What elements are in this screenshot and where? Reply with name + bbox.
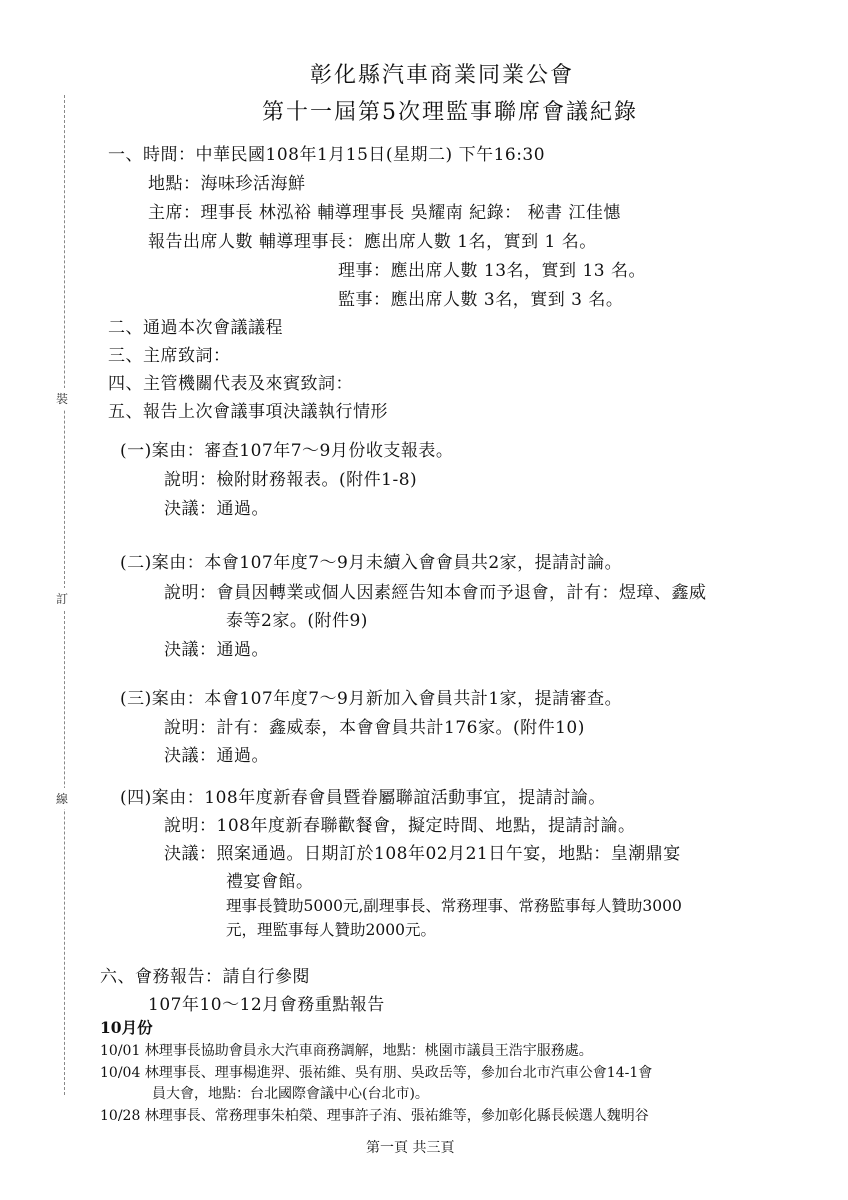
attendance-directors: 理事：應出席人數 13名，實到 13 名。 [338, 261, 646, 281]
binding-mark-1: 裝 [56, 388, 68, 409]
attendance-advisor: 報告出席人數 輔導理事長：應出席人數 1名，實到 1 名。 [148, 232, 597, 252]
case1-resolution: 決議：通過。 [164, 499, 269, 519]
case3-explain: 說明：計有：鑫威泰，本會會員共計176家。(附件10) [164, 718, 585, 738]
org-title: 彰化縣汽車商業同業公會 [310, 63, 575, 88]
case4-reason: (四)案由：108年度新春會員暨眷屬聯誼活動事宜，提請討論。 [120, 788, 606, 808]
meeting-place: 地點：海味珍活海鮮 [148, 174, 306, 194]
case3-resolution: 決議：通過。 [164, 746, 269, 766]
case4-resolution-line3: 理事長贊助5000元,副理事長、常務理事、常務監事每人贊助3000 [226, 897, 682, 915]
section6-subtitle: 107年10～12月會務重點報告 [148, 995, 385, 1015]
case4-resolution-line4: 元，理監事每人贊助2000元。 [226, 921, 436, 939]
item-previous-report: 五、報告上次會議事項決議執行情形 [108, 402, 388, 422]
case2-explain-line2: 泰等2家。(附件9) [226, 611, 368, 631]
meeting-title: 第十一屆第5次理監事聯席會議紀錄 [262, 100, 638, 125]
case4-explain: 說明：108年度新春聯歡餐會，擬定時間、地點，提請討論。 [164, 816, 636, 836]
attendance-supervisors: 監事：應出席人數 3名，實到 3 名。 [338, 290, 624, 310]
report-entry: 10/01 林理事長協助會員永大汽車商務調解，地點：桃園市議員王浩宇服務處。 [100, 1043, 593, 1059]
case1-explain: 說明：檢附財務報表。(附件1-8) [164, 470, 418, 490]
case1-reason: (一)案由：審查107年7～9月份收支報表。 [120, 441, 454, 461]
case2-reason: (二)案由：本會107年度7～9月未續入會會員共2家，提請討論。 [120, 553, 623, 573]
case4-resolution-line2: 禮宴會館。 [226, 872, 314, 892]
item-chair-speech: 三、主席致詞： [108, 346, 231, 366]
month-heading: 10月份 [100, 1018, 153, 1037]
report-entry: 10/04 林理事長、理事楊進羿、張祐維、吳有朋、吳政岳等，參加台北市汽車公會14-1會 [100, 1065, 653, 1081]
report-entry: 10/28 林理事長、常務理事朱柏榮、理事許子洧、張祐維等，參加彰化縣長候選人魏明谷 [100, 1108, 649, 1124]
page-number: 第一頁 共三頁 [366, 1140, 455, 1156]
meeting-time: 一、時間：中華民國108年1月15日(星期二) 下午16:30 [108, 145, 546, 165]
item-guest-speech: 四、主管機關代表及來賓致詞： [108, 374, 353, 394]
case3-reason: (三)案由：本會107年度7～9月新加入會員共計1家，提請審查。 [120, 689, 623, 709]
case2-resolution: 決議：通過。 [164, 640, 269, 660]
case4-resolution-line1: 決議：照案通過。日期訂於108年02月21日午宴，地點：皇潮鼎宴 [164, 844, 681, 864]
case2-explain-line1: 說明：會員因轉業或個人因素經告知本會而予退會，計有：煜璋、鑫威 [164, 583, 707, 603]
meeting-chair: 主席：理事長 林泓裕 輔導理事長 吳耀南 紀錄： 秘書 江佳憓 [148, 203, 621, 223]
binding-mark-2: 訂 [56, 588, 68, 609]
item-agenda: 二、通過本次會議議程 [108, 318, 283, 338]
section6-title: 六、會務報告：請自行參閱 [100, 967, 310, 987]
report-entry-continued: 員大會，地點：台北國際會議中心(台北市)。 [152, 1086, 429, 1102]
binding-mark-3: 線 [56, 788, 68, 809]
